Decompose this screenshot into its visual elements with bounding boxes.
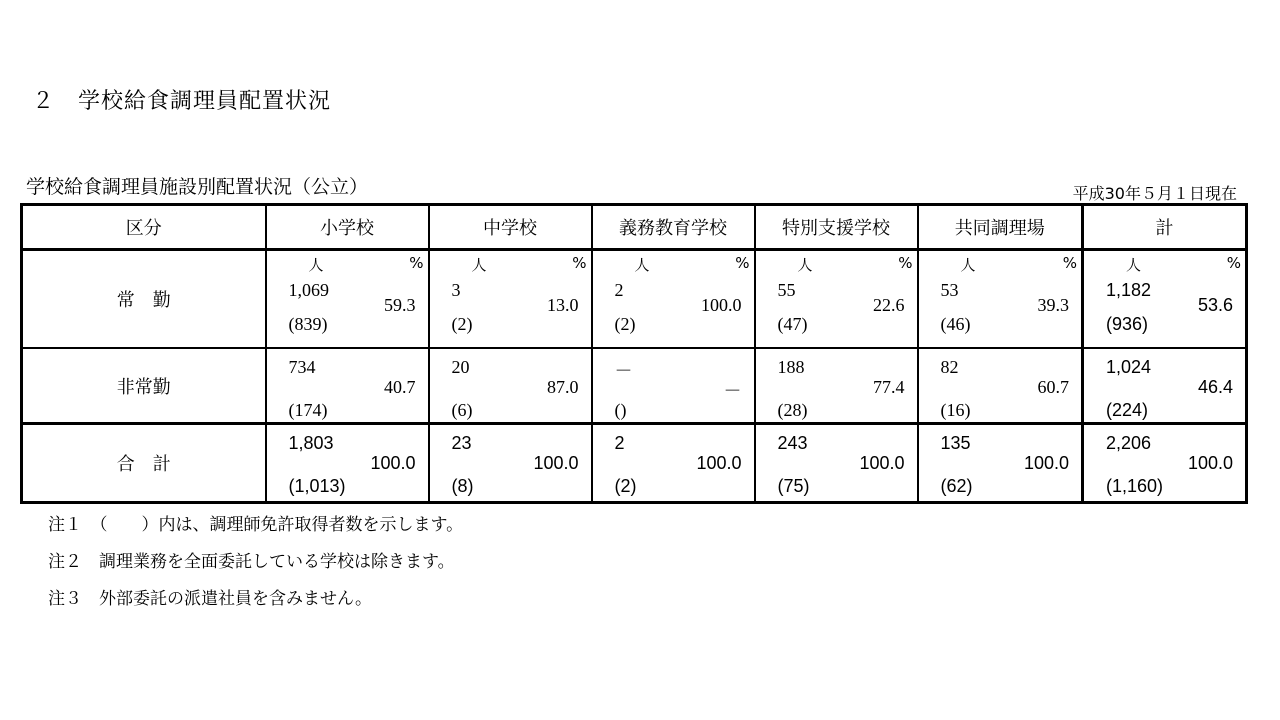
licensed-count-value: (47) <box>777 314 808 334</box>
row-label-fulltime: 常 勤 <box>22 250 266 349</box>
header-special-support: 特別支援学校 <box>755 205 918 250</box>
count-value: 23 <box>451 433 472 453</box>
percent-value: 100.0 <box>1023 453 1069 473</box>
data-cell <box>266 250 429 349</box>
licensed-count-value: (174) <box>288 400 328 420</box>
percent-value: 100.0 <box>1187 453 1233 473</box>
percent-value: 100.0 <box>701 295 742 315</box>
percent-value: 100.0 <box>370 453 416 473</box>
data-cell <box>592 424 755 503</box>
data-cell <box>918 424 1083 503</box>
data-cell <box>429 348 592 424</box>
licensed-count-value: (75) <box>777 476 810 496</box>
data-cell <box>918 250 1083 349</box>
data-cell <box>429 250 592 349</box>
percent-value: 39.3 <box>1037 295 1069 315</box>
percent-value: 87.0 <box>547 377 579 397</box>
count-value: 3 <box>451 280 461 300</box>
count-value: 2 <box>614 280 624 300</box>
percent-value: 100.0 <box>533 453 579 473</box>
count-value: 82 <box>940 357 959 377</box>
percent-value: 40.7 <box>384 377 416 397</box>
unit-percent-label: % <box>409 254 424 272</box>
percent-value: 59.3 <box>384 295 416 315</box>
count-value: － <box>614 361 633 381</box>
data-cell <box>266 424 429 503</box>
table-row <box>22 424 1247 503</box>
staff-allocation-table <box>20 203 1248 504</box>
table-row <box>22 348 1247 424</box>
unit-person-label: 人 <box>634 256 650 274</box>
licensed-count-value: () <box>614 400 627 420</box>
data-cell <box>1083 250 1247 349</box>
unit-person-label: 人 <box>308 256 324 274</box>
header-elementary: 小学校 <box>266 205 429 250</box>
licensed-count-value: (224) <box>1106 400 1149 420</box>
data-cell <box>266 348 429 424</box>
count-value: 1,182 <box>1106 280 1152 300</box>
licensed-count-value: (16) <box>940 400 971 420</box>
count-value: 2 <box>614 433 625 453</box>
table-row <box>22 250 1247 349</box>
unit-person-label: 人 <box>960 256 976 274</box>
unit-percent-label: % <box>735 254 750 272</box>
data-cell <box>755 424 918 503</box>
count-value: 1,803 <box>288 433 334 453</box>
page-heading: ２ 学校給食調理員配置状況 <box>32 89 332 114</box>
percent-value: 53.6 <box>1197 295 1233 315</box>
percent-value: 13.0 <box>547 295 579 315</box>
licensed-count-value: (2) <box>614 476 637 496</box>
count-value: 734 <box>288 357 316 377</box>
count-value: 55 <box>777 280 796 300</box>
note-3: 注３ 外部委託の派遣社員を含みません。 <box>48 589 373 609</box>
unit-percent-label: % <box>898 254 913 272</box>
percent-value: － <box>723 381 742 401</box>
count-value: 2,206 <box>1106 433 1152 453</box>
count-value: 1,024 <box>1106 357 1152 377</box>
count-value: 243 <box>777 433 808 453</box>
percent-value: 60.7 <box>1037 377 1069 397</box>
percent-value: 100.0 <box>859 453 905 473</box>
licensed-count-value: (1,160) <box>1106 476 1164 496</box>
count-value: 20 <box>451 357 470 377</box>
licensed-count-value: (2) <box>451 314 473 334</box>
unit-person-label: 人 <box>797 256 813 274</box>
note-2: 注２ 調理業務を全面委託している学校は除きます。 <box>48 552 455 572</box>
licensed-count-value: (6) <box>451 400 473 420</box>
licensed-count-value: (2) <box>614 314 636 334</box>
header-category: 区分 <box>22 205 266 250</box>
header-total: 計 <box>1083 205 1247 250</box>
data-cell <box>1083 424 1247 503</box>
table-title: 学校給食調理員施設別配置状況（公立） <box>26 176 369 198</box>
unit-person-label: 人 <box>1126 256 1142 274</box>
data-cell <box>1083 348 1247 424</box>
licensed-count-value: (936) <box>1106 314 1149 334</box>
row-label-total: 合 計 <box>22 424 266 503</box>
data-cell <box>429 424 592 503</box>
licensed-count-value: (62) <box>940 476 973 496</box>
percent-value: 100.0 <box>696 453 742 473</box>
header-joint-kitchen: 共同調理場 <box>918 205 1083 250</box>
as-of-date: 平成30年５月１日現在 <box>1072 184 1237 203</box>
row-label-parttime: 非常勤 <box>22 348 266 424</box>
percent-value: 46.4 <box>1197 377 1233 397</box>
data-cell <box>755 250 918 349</box>
unit-percent-label: % <box>572 254 587 272</box>
count-value: 188 <box>777 357 805 377</box>
licensed-count-value: (28) <box>777 400 808 420</box>
data-cell <box>918 348 1083 424</box>
header-row <box>22 205 1247 250</box>
licensed-count-value: (8) <box>451 476 474 496</box>
percent-value: 22.6 <box>873 295 905 315</box>
data-cell <box>592 250 755 349</box>
header-junior-high: 中学校 <box>429 205 592 250</box>
unit-percent-label: % <box>1226 254 1241 272</box>
data-cell <box>755 348 918 424</box>
unit-person-label: 人 <box>471 256 487 274</box>
data-cell <box>592 348 755 424</box>
notes <box>48 510 463 621</box>
licensed-count-value: (1,013) <box>288 476 346 496</box>
licensed-count-value: (839) <box>288 314 328 334</box>
count-value: 53 <box>940 280 959 300</box>
header-compulsory: 義務教育学校 <box>592 205 755 250</box>
note-1: 注１ （ ）内は、調理師免許取得者数を示します。 <box>48 515 464 535</box>
count-value: 1,069 <box>288 280 329 300</box>
unit-percent-label: % <box>1062 254 1077 272</box>
percent-value: 77.4 <box>873 377 905 397</box>
count-value: 135 <box>940 433 971 453</box>
licensed-count-value: (46) <box>940 314 971 334</box>
